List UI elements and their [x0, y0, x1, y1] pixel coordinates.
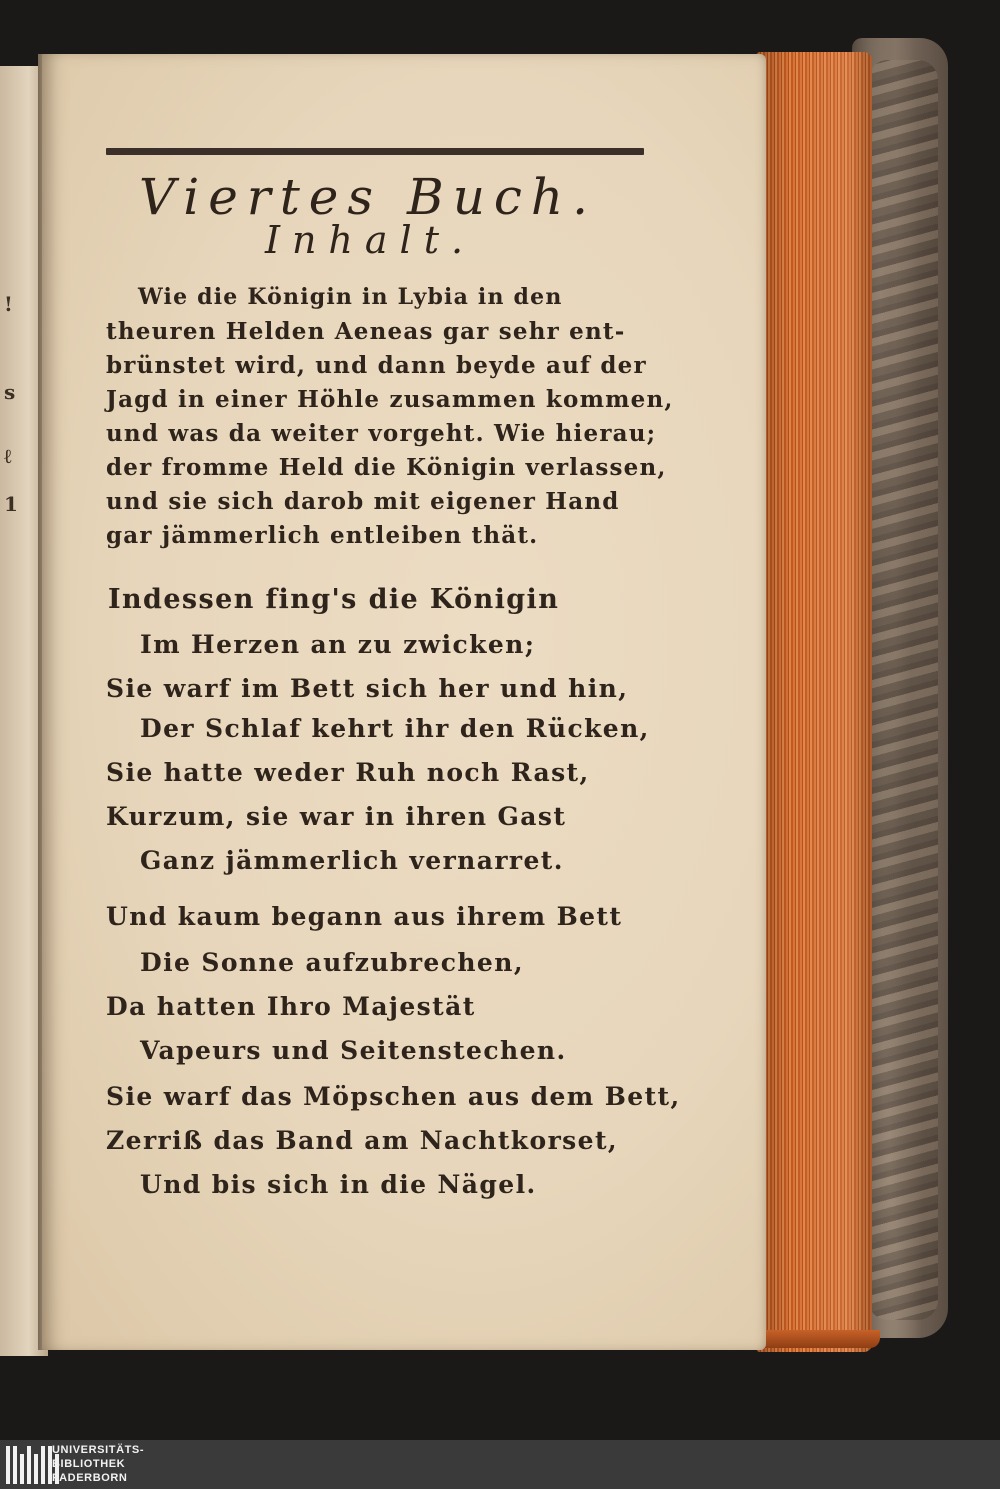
verse-line: Im Herzen an zu zwicken;: [140, 630, 536, 659]
summary-line: Wie die Königin in Lybia in den: [138, 284, 563, 310]
summary-line: der fromme Held die Königin verlassen,: [106, 454, 667, 481]
verse-line: Die Sonne aufzubrechen,: [140, 948, 524, 977]
verse-line: Ganz jämmerlich vernarret.: [140, 846, 564, 875]
summary-line: gar jämmerlich entleiben thät.: [106, 522, 539, 549]
logo-line: BIBLIOTHEK: [52, 1458, 126, 1470]
verse-line: Zerriß das Band am Nachtkorset,: [106, 1126, 618, 1155]
chapter-subtitle: Inhalt.: [264, 218, 476, 262]
verse-line: Sie warf im Bett sich her und hin,: [106, 674, 629, 703]
verse-line: Und kaum begann aus ihrem Bett: [106, 902, 623, 931]
chapter-title: Viertes Buch.: [139, 168, 597, 226]
library-footer: [0, 1440, 1000, 1489]
previous-page-fragment: s: [4, 380, 16, 404]
summary-line: und sie sich darob mit eigener Hand: [106, 488, 620, 515]
summary-line: theuren Helden Aeneas gar sehr ent-: [106, 318, 626, 345]
verse-line: Sie hatte weder Ruh noch Rast,: [106, 758, 590, 787]
header-rule: [106, 148, 644, 155]
logo-line: PADERBORN: [52, 1472, 128, 1484]
previous-page-fragment: ℓ: [4, 444, 12, 468]
verse-line: Und bis sich in die Nägel.: [140, 1170, 537, 1199]
page-edges-shade: [756, 52, 872, 1352]
previous-page-fragment: 1: [4, 492, 18, 516]
verse-line: Vapeurs und Seitenstechen.: [140, 1036, 567, 1065]
verse-line: Der Schlaf kehrt ihr den Rücken,: [140, 714, 650, 743]
verse-line: Kurzum, sie war in ihren Gast: [106, 802, 567, 831]
verse-line: Sie warf das Möpschen aus dem Bett,: [106, 1082, 681, 1111]
summary-line: Jagd in einer Höhle zusammen kommen,: [106, 386, 674, 413]
library-logo-text: [52, 1443, 144, 1485]
previous-page-fragment: !: [4, 292, 13, 316]
summary-line: brünstet wird, und dann beyde auf der: [106, 352, 647, 379]
logo-line: UNIVERSITÄTS-: [52, 1444, 145, 1456]
summary-line: und was da weiter vorgeht. Wie hierau;: [106, 420, 657, 447]
verse-line: Da hatten Ihro Majestät: [106, 992, 476, 1021]
cover-marbling: [868, 60, 938, 1320]
verse-line: Indessen fing's die Königin: [108, 584, 560, 615]
